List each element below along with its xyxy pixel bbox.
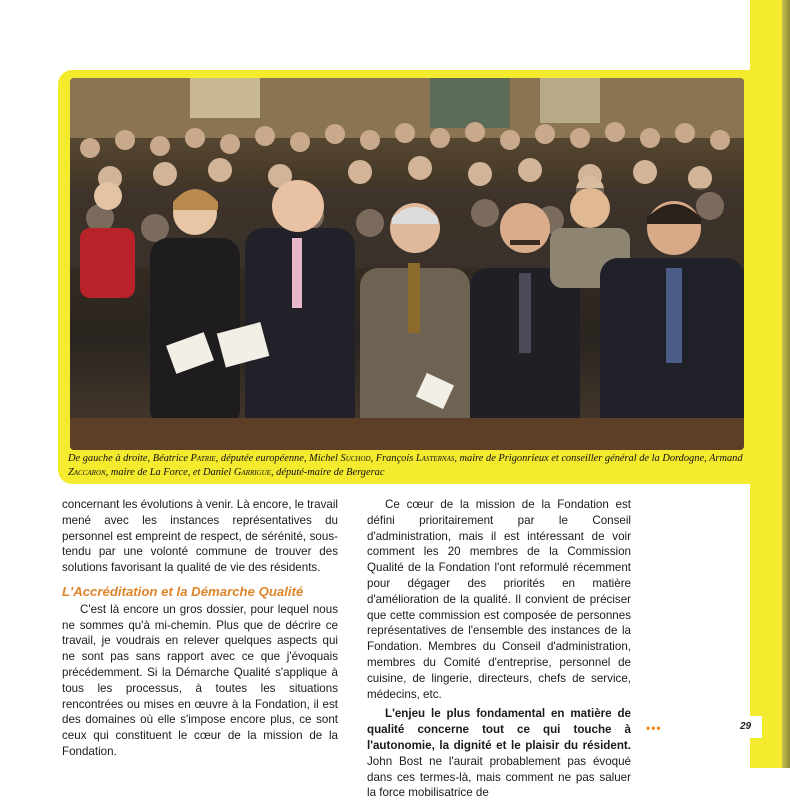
caption-name-2: Suchod [340, 453, 371, 464]
text-column-right [367, 497, 631, 801]
photo-illustration [70, 78, 744, 450]
caption-text-5: , maire de La Force, et Daniel [105, 467, 234, 478]
page-number: 29 [734, 716, 762, 738]
caption-text-3: , François [370, 453, 416, 464]
paragraph-continuation: John Bost ne l'aurait probablement pas évoqué dans ces termes-là, mais comment ne pas saluer la force mobilisatrice de [367, 754, 631, 800]
photo-caption [68, 452, 748, 480]
caption-text-2: , députée européenne, Michel [215, 453, 341, 464]
caption-name-4: Zaccaron [68, 467, 106, 478]
decorative-dots: ••• [646, 721, 662, 735]
caption-text-1: De gauche à droite, Béatrice [68, 453, 191, 464]
caption-name-1: Patrie [190, 453, 216, 464]
page-edge-yellow [750, 0, 782, 768]
text-column-left [62, 497, 338, 760]
caption-text-4: , maire de Prigonrieux et conseiller général de la Dordogne, Armand [454, 453, 743, 464]
audience-photo [70, 78, 744, 450]
paragraph: concernant les évolutions à venir. Là encore, le travail mené avec les instances représentatives du personnel est empreint de respect, de sérénité, sous-tendu par une volonté commune de trouver des solutions favorisant la qualité de vie des résidents. [62, 498, 338, 575]
binding-shadow [782, 0, 790, 768]
paragraph-emphasis [367, 706, 631, 801]
section-heading: L'Accréditation et la Démarche Qualité [62, 583, 304, 599]
caption-name-3: Lasternas [415, 453, 455, 464]
emphasis-text: L'enjeu le plus fondamental en matière de qualité concerne tout ce qui touche à l'autonomie, la dignité et le plaisir du résident. [367, 707, 631, 752]
paragraph: Ce cœur de la mission de la Fondation est défini prioritairement par le Conseil d'administration, mais il est intéressant de voir comment les 20 membres de la Commission Qualité de la Fondation l'ont reformulé récemment pour dégager des priorités en matière d'amélioration de la qualité. Il convient de préciser que cette commission est composée de personnes représentatives de l'ensemble des instances de la Fondation. Membres du Conseil d'administration, membres du Comité d'entreprise, personnel de cuisine, de lingerie, directeurs, chefs de service, médecins, etc. [367, 498, 631, 701]
paragraph: C'est là encore un gros dossier, pour lequel nous ne sommes qu'à mi-chemin. Plus que de décrire ce travail, je voudrais en relever quelques aspects qui ne sont pas sans rapport avec ce que j'évoquais précédemment. Si la Démarche Qualité s'applique à tous les processus, à toutes les situations rencontrées ou mises en œuvre à la Fondation, il est des domaines où elle s'impose encore plus, ce sont ceux qui constituent le cœur de la mission de la Fondation. [62, 602, 338, 758]
caption-text-6: , député-maire de Bergerac [270, 467, 385, 478]
caption-name-5: Garrigue [233, 467, 271, 478]
